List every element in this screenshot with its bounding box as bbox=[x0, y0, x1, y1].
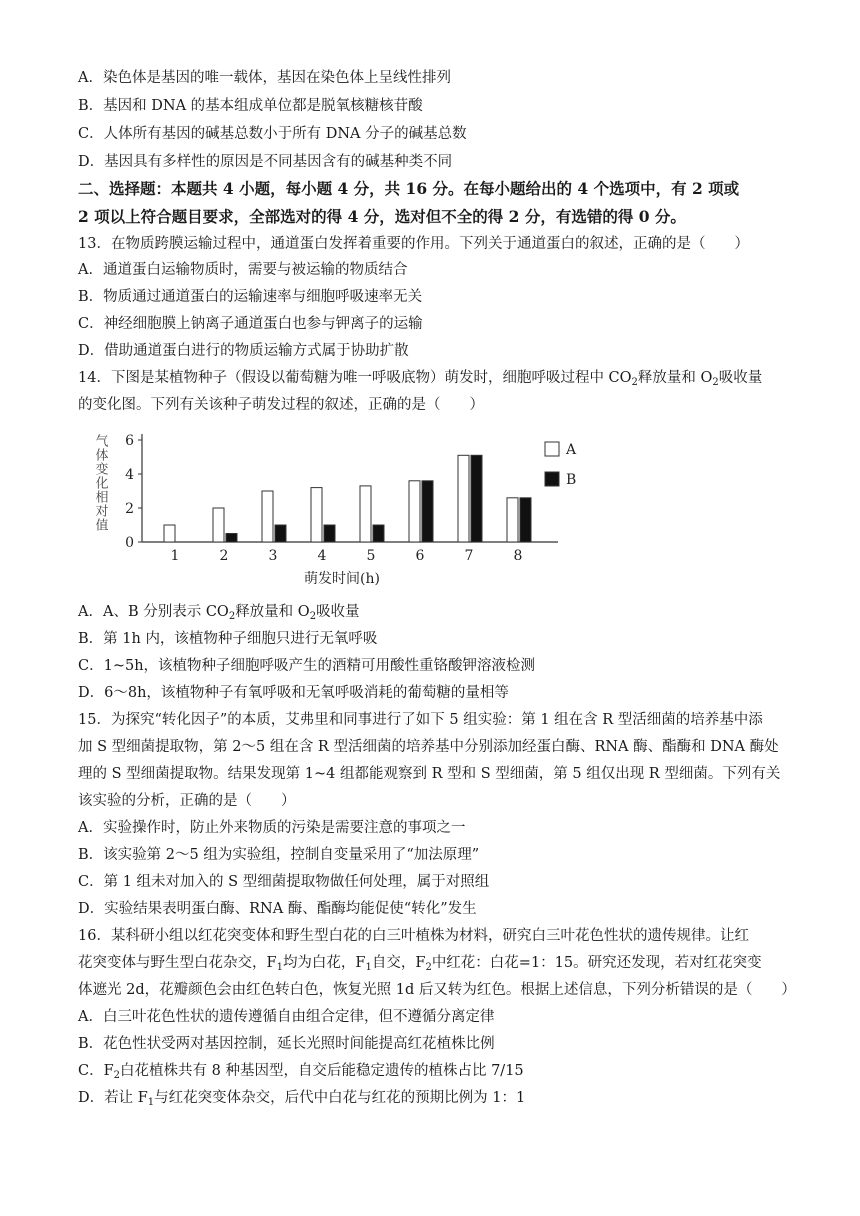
q12-option-a: A．染色体是基因的唯一载体，基因在染色体上呈线性排列 bbox=[78, 70, 451, 86]
q15-stem-line2: 加 S 型细菌提取物，第 2～5 组在含 R 型活细菌的培养基中分别添加经蛋白酶、RNA 酶、酯酶和 DNA 酶处 bbox=[78, 739, 779, 755]
x-tick-label-6: 6 bbox=[415, 548, 425, 564]
q16-stem-line2: 花突变体与野生型白花杂交，$F_1$均为白花，$F_1$自交，$F_2$中红花：白花=1：15。研究还发现，若对红花突变 bbox=[78, 955, 762, 973]
y-axis-label: 气体变化相对值 bbox=[92, 434, 108, 532]
x-tick-label-7: 7 bbox=[464, 548, 474, 564]
bar-chart-svg bbox=[92, 424, 612, 592]
q15-option-a: A．实验操作时，防止外来物质的污染是需要注意的事项之一 bbox=[78, 820, 466, 836]
y-tick-label-6: 6 bbox=[125, 433, 134, 449]
q15-option-c: C．第 1 组未对加入的 S 型细菌提取物做任何处理，属于对照组 bbox=[78, 874, 490, 890]
x-tick-label-2: 2 bbox=[219, 548, 229, 564]
bar-B-2 bbox=[226, 534, 237, 543]
bar-A-1 bbox=[164, 525, 175, 542]
x-tick-label-4: 4 bbox=[317, 548, 327, 564]
q14-option-a: A．A、B 分别表示 $CO_2$释放量和 $O_2$吸收量 bbox=[78, 604, 360, 622]
q16-option-a: A．白三叶花色性状的遗传遵循自由组合定律，但不遵循分离定律 bbox=[78, 1009, 495, 1025]
q16-stem-line3: 体遮光 2d，花瓣颜色会由红色转白色，恢复光照 1d 后又转为红色。根据上述信息，下列分析错误的是（ ） bbox=[78, 982, 796, 998]
q13-option-d: D．借助通道蛋白进行的物质运输方式属于协助扩散 bbox=[78, 343, 409, 359]
bar-B-7 bbox=[471, 455, 482, 542]
section2-header-line2: 2 项以上符合题目要求，全部选对的得 4 分，选对但不全的得 2 分，有选错的得 0 分。 bbox=[78, 207, 686, 226]
q15-stem-line4: 该实验的分析，正确的是（ ） bbox=[78, 793, 296, 809]
q15-option-b: B．该实验第 2～5 组为实验组，控制自变量采用了“加法原理” bbox=[78, 847, 480, 863]
y-tick-label-4: 4 bbox=[125, 467, 134, 483]
q12-option-c: C．人体所有基因的碱基总数小于所有 DNA 分子的碱基总数 bbox=[78, 126, 467, 142]
q15-stem-line1: 15．为探究“转化因子”的本质，艾弗里和同事进行了如下 5 组实验：第 1 组在含 R 型活细菌的培养基中添 bbox=[78, 712, 763, 728]
q12-option-b: B．基因和 DNA 的基本组成单位都是脱氧核糖核苷酸 bbox=[78, 98, 423, 114]
q14-stem-line1: 14．下图是某植物种子（假设以葡萄糖为唯一呼吸底物）萌发时，细胞呼吸过程中 $CO_2$释放量和 $O_2$吸收量 bbox=[78, 370, 763, 388]
bar-A-2 bbox=[213, 508, 224, 542]
bar-A-5 bbox=[360, 486, 371, 542]
q15-option-d: D．实验结果表明蛋白酶、RNA 酶、酯酶均能促使“转化”发生 bbox=[78, 901, 477, 917]
bar-B-5 bbox=[373, 525, 384, 542]
legend-label-A: A bbox=[566, 442, 577, 458]
legend-swatch-B bbox=[545, 472, 559, 486]
q14-option-c: C．1~5h，该植物种子细胞呼吸产生的酒精可用酸性重铬酸钾溶液检测 bbox=[78, 658, 536, 674]
x-tick-label-5: 5 bbox=[366, 548, 376, 564]
section2-header-line1: 二、选择题：本题共 4 小题，每小题 4 分，共 16 分。在每小题给出的 4 个选项中，有 2 项或 bbox=[78, 179, 740, 198]
q16-stem-line1: 16．某科研小组以红花突变体和野生型白花的白三叶植株为材料，研究白三叶花色性状的遗传规律。让红 bbox=[78, 928, 749, 944]
bar-B-4 bbox=[324, 525, 335, 542]
q13-option-b: B．物质通过通道蛋白的运输速率与细胞呼吸速率无关 bbox=[78, 289, 423, 305]
q14-option-d: D．6～8h，该植物种子有氧呼吸和无氧呼吸消耗的葡萄糖的量相等 bbox=[78, 685, 509, 701]
q16-option-b: B．花色性状受两对基因控制，延长光照时间能提高红花植株比例 bbox=[78, 1036, 495, 1052]
x-tick-label-8: 8 bbox=[513, 548, 523, 564]
legend-swatch-A bbox=[545, 442, 559, 456]
q14-stem-line2: 的变化图。下列有关该种子萌发过程的叙述，正确的是（ ） bbox=[78, 397, 484, 413]
y-tick-label-2: 2 bbox=[125, 501, 134, 517]
q12-option-d: D．基因具有多样性的原因是不同基因含有的碱基种类不同 bbox=[78, 154, 453, 170]
bar-A-4 bbox=[311, 488, 322, 542]
bar-B-6 bbox=[422, 481, 433, 542]
bar-A-7 bbox=[458, 455, 469, 542]
q16-option-c: C．$F_2$白花植株共有 8 种基因型，自交后能稳定遗传的植株占比 7/15 bbox=[78, 1063, 524, 1081]
legend-label-B: B bbox=[566, 472, 577, 488]
bar-B-3 bbox=[275, 525, 286, 542]
bar-A-8 bbox=[507, 498, 518, 542]
q13-stem: 13．在物质跨膜运输过程中，通道蛋白发挥着重要的作用。下列关于通道蛋白的叙述，正确的是（ ） bbox=[78, 236, 749, 252]
q13-option-c: C．神经细胞膜上钠离子通道蛋白也参与钾离子的运输 bbox=[78, 316, 423, 332]
x-tick-label-3: 3 bbox=[268, 548, 278, 564]
bar-A-6 bbox=[409, 481, 420, 542]
q13-option-a: A．通道蛋白运输物质时，需要与被运输的物质结合 bbox=[78, 262, 408, 278]
bar-B-8 bbox=[520, 498, 531, 542]
x-axis-label: 萌发时间(h) bbox=[304, 571, 380, 587]
q16-option-d: D．若让 $F_1$与红花突变体杂交，后代中白花与红花的预期比例为 1：1 bbox=[78, 1090, 526, 1108]
bar-A-3 bbox=[262, 491, 273, 542]
bar-chart bbox=[92, 424, 612, 592]
q15-stem-line3: 理的 S 型细菌提取物。结果发现第 1~4 组都能观察到 R 型和 S 型细菌，第 5 组仅出现 R 型细菌。下列有关 bbox=[78, 766, 781, 782]
q14-option-b: B．第 1h 内，该植物种子细胞只进行无氧呼吸 bbox=[78, 631, 378, 647]
y-tick-label-0: 0 bbox=[125, 535, 134, 551]
x-tick-label-1: 1 bbox=[170, 548, 180, 564]
